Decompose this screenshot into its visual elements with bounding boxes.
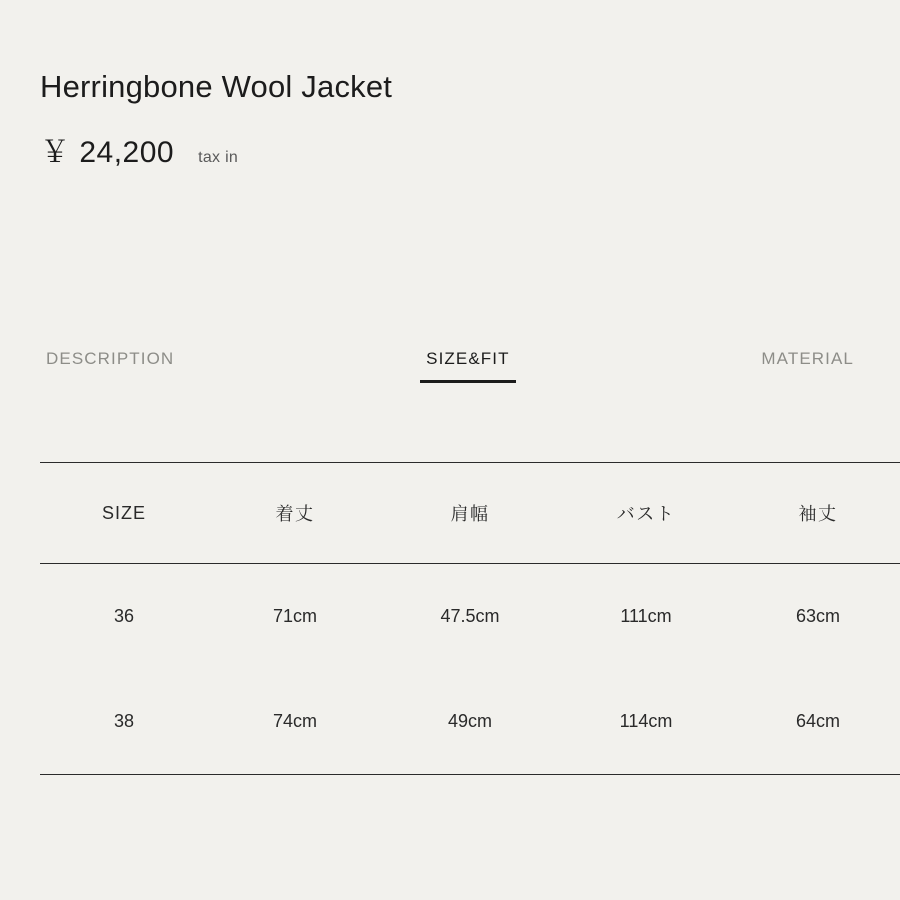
tab-material[interactable]: MATERIAL: [755, 348, 860, 383]
column-header-shoulder: 肩幅: [450, 504, 490, 524]
tax-note: tax in: [198, 149, 239, 167]
cell-shoulder: 47.5cm: [440, 606, 500, 626]
table-row: [40, 564, 900, 670]
size-fit-table: [40, 462, 900, 775]
table-row: [40, 669, 900, 775]
cell-length: 74cm: [272, 711, 317, 731]
table-header-row: [40, 463, 900, 564]
cell-sleeve: 64cm: [795, 711, 840, 731]
cell-bust: 114cm: [619, 711, 673, 731]
tab-description[interactable]: DESCRIPTION: [40, 348, 180, 383]
column-header-size: SIZE: [101, 502, 146, 523]
page-title: Herringbone Wool Jacket: [40, 69, 393, 104]
column-header-bust: バスト: [616, 504, 676, 524]
cell-shoulder: 49cm: [447, 711, 492, 731]
product-tabs: [40, 348, 860, 383]
cell-bust: 111cm: [620, 606, 672, 626]
cell-size: 36: [113, 606, 135, 626]
cell-length: 71cm: [272, 606, 317, 626]
column-header-length: 着丈: [275, 504, 315, 524]
cell-size: 38: [113, 711, 135, 731]
column-header-sleeve: 袖丈: [798, 504, 838, 524]
product-price: ￥ 24,200: [40, 136, 175, 170]
cell-sleeve: 63cm: [795, 606, 840, 626]
price-row: [40, 127, 860, 171]
tab-size-fit[interactable]: SIZE&FIT: [420, 348, 515, 383]
